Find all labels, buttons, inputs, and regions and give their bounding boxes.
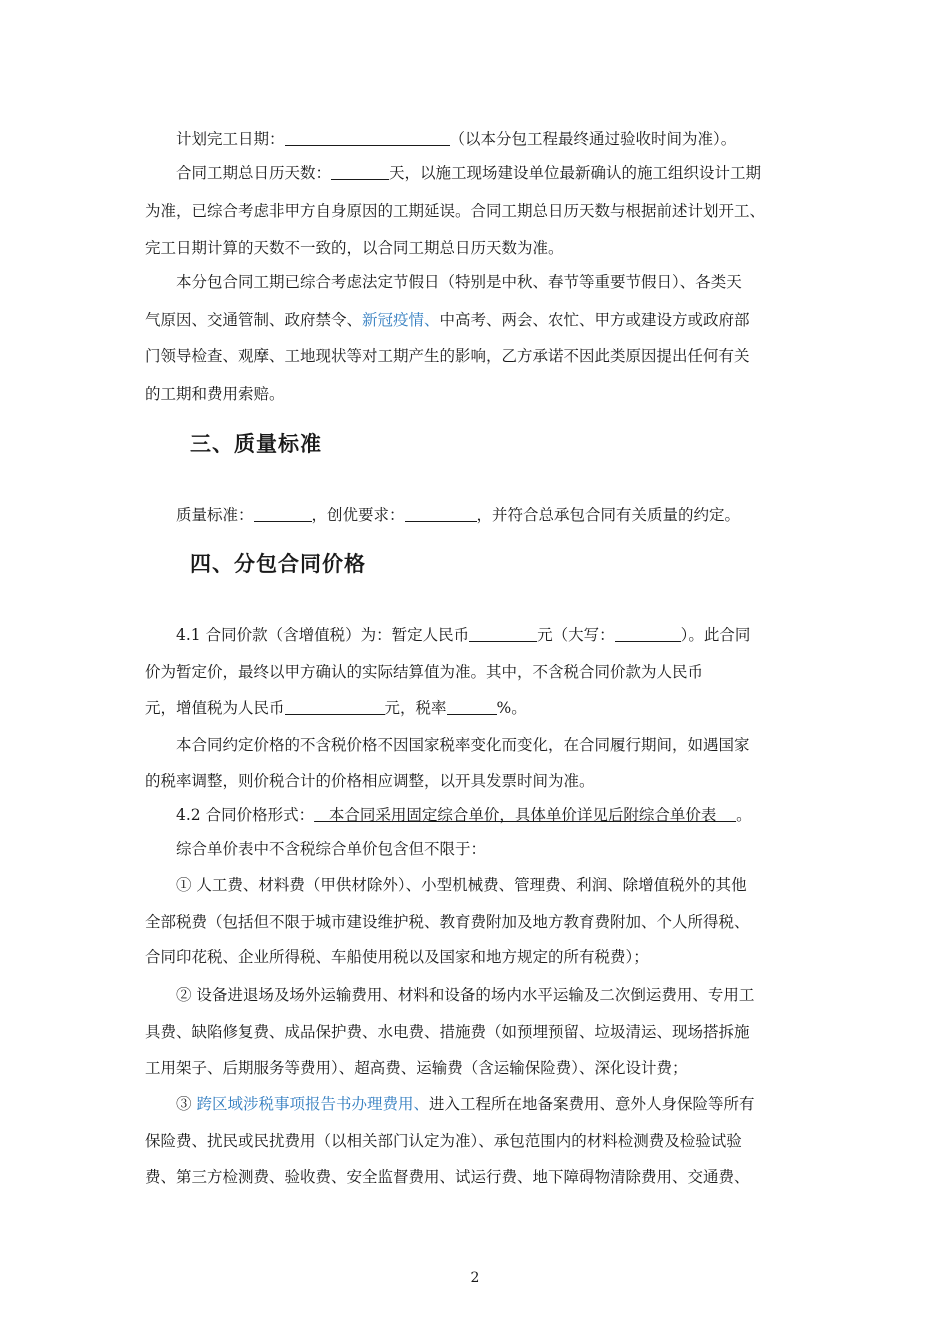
paragraph-line: 完工日期计算的天数不一致的，以合同工期总日历天数为准。: [145, 239, 564, 257]
highlighted-text: 跨区域涉税事项报告书办理费用、: [196, 1095, 429, 1113]
note-text: （以本分包工程最终通过验收时间为准）。: [449, 130, 737, 148]
paragraph-line: 保险费、扰民或民扰费用（以相关部门认定为准）、承包范围内的材料检测费及检验试验: [145, 1132, 742, 1150]
paragraph-line: 全部税费（包括但不限于城市建设维护税、教育费附加及地方教育费附加、个人所得税、: [145, 913, 750, 931]
list-item-2: ② 设备进退场及场外运输费用、材料和设备的场内水平运输及二次倒运费用、专用工: [176, 986, 755, 1004]
paragraph-line: 的税率调整，则价税合计的价格相应调整，以开具发票时间为准。: [145, 772, 595, 790]
blank-field: [285, 130, 450, 146]
blank-field: [285, 699, 385, 715]
filled-field: 本合同采用固定综合单价，具体单价详见后附综合单价表: [314, 806, 737, 824]
total-days-line: [176, 162, 876, 184]
paragraph-line: 费、第三方检测费、验收费、安全监督费用、试运行费、地下障碍物清除费用、交通费、: [145, 1168, 750, 1186]
paragraph-text: 天，以施工现场建设单位最新确认的施工组织设计工期: [389, 164, 762, 182]
contract-price-line: [176, 624, 876, 646]
paragraph-line: 本分包合同工期已综合考虑法定节假日（特别是中秋、春节等重要节假日）、各类天: [176, 273, 742, 291]
blank-field: [254, 506, 312, 522]
text-span: %。: [496, 699, 527, 717]
paragraph-line: 综合单价表中不含税综合单价包含但不限于：: [176, 840, 487, 858]
blank-field: [331, 164, 389, 180]
blank-field: [469, 626, 537, 642]
text-span: 元，税率: [384, 699, 447, 717]
blank-field: [615, 626, 681, 642]
text-span: 元（大写：: [537, 626, 615, 644]
section-heading-quality: 三、质量标准: [190, 432, 322, 456]
paragraph-line: [145, 697, 845, 719]
paragraph-line: 价为暂定价，最终以甲方确认的实际结算值为准。其中，不含税合同价款为人民币: [145, 663, 704, 681]
label-text: 计划完工日期：: [176, 130, 285, 148]
text-span: ）。此合同: [680, 626, 751, 644]
planned-completion-date-line: [176, 128, 876, 150]
blank-field: [405, 506, 477, 522]
label-text: 4.2 合同价格形式：: [176, 806, 315, 824]
text-span: 进入工程所在地备案费用、意外人身保险等所有: [428, 1095, 755, 1113]
list-item-3: [176, 1093, 876, 1115]
paragraph-line: 的工期和费用索赔。: [145, 385, 285, 403]
text-span: 气原因、交通管制、政府禁令、: [145, 311, 363, 329]
text-span: 元，增值税为人民币: [145, 699, 285, 717]
paragraph-text: ，并符合总承包合同有关质量的约定。: [476, 506, 741, 524]
highlighted-text: 新冠疫情、: [362, 311, 440, 329]
blank-field: [447, 699, 497, 715]
paragraph-line: 本合同约定价格的不含税价格不因国家税率变化而变化，在合同履行期间，如遇国家: [176, 736, 750, 754]
paragraph-line: 门领导检查、观摩、工地现状等对工期产生的影响，乙方承诺不因此类原因提出任何有关: [145, 347, 750, 365]
text-span: 。: [736, 806, 752, 824]
text-span: 中高考、两会、农忙、甲方或建设方或政府部: [439, 311, 750, 329]
paragraph-line: [145, 309, 845, 331]
paragraph-line: 合同印花税、企业所得税、车船使用税以及国家和地方规定的所有税费）；: [145, 948, 649, 966]
label-text: 合同工期总日历天数：: [176, 164, 332, 182]
text-span: 4.1 合同价款（含增值税）为：暂定人民币: [176, 626, 470, 644]
page-number: 2: [470, 1270, 480, 1286]
quality-standard-line: [176, 504, 876, 526]
paragraph-line: 工用架子、后期服务等费用）、超高费、运输费（含运输保险费）、深化设计费；: [145, 1059, 688, 1077]
paragraph-line: 具费、缺陷修复费、成品保护费、水电费、措施费（如预埋预留、垃圾清运、现场搭拆施: [145, 1023, 750, 1041]
price-form-line: [176, 804, 876, 826]
label-text: 质量标准：: [176, 506, 254, 524]
list-item-1: ① 人工费、材料费（甲供材除外）、小型机械费、管理费、利润、除增值税外的其他: [176, 876, 747, 894]
label-text: ，创优要求：: [311, 506, 405, 524]
text-span: ③: [176, 1095, 197, 1113]
paragraph-line: 为准，已综合考虑非甲方自身原因的工期延误。合同工期总日历天数与根据前述计划开工、: [145, 202, 766, 220]
section-heading-price: 四、分包合同价格: [190, 552, 366, 576]
